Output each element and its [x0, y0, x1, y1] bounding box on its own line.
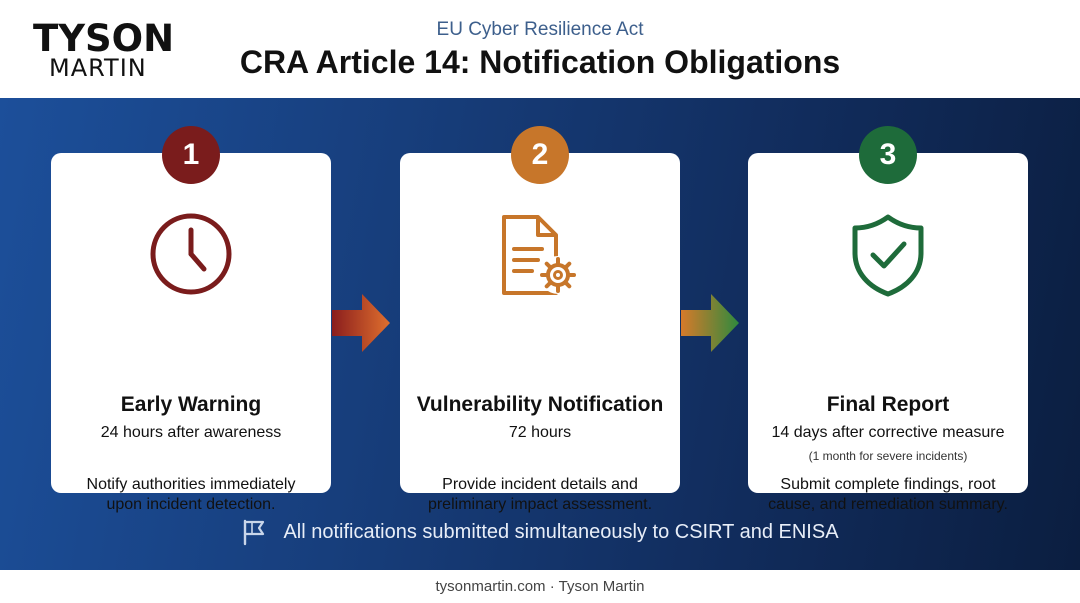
logo-line-2: MARTIN: [49, 54, 147, 82]
step-badge-3: 3: [859, 126, 917, 184]
arrow-right-icon: [332, 292, 392, 354]
step-description: Submit complete findings, root cause, and remediation summary.: [768, 476, 1008, 513]
step-card-final-report: [748, 153, 1028, 513]
page-title: CRA Article 14: Notification Obligations: [239, 44, 841, 80]
flag-icon: [241, 518, 269, 546]
page-subtitle: EU Cyber Resilience Act: [436, 19, 644, 40]
step-note: (1 month for severe incidents): [808, 449, 968, 463]
document-gear-icon: [498, 213, 582, 299]
step-title: Vulnerability Notification: [416, 393, 664, 416]
clock-icon: [150, 213, 232, 295]
step-badge-1: 1: [162, 126, 220, 184]
notification-note-text: All notifications submitted simultaneously to CSIRT and ENISA: [283, 520, 839, 543]
bottom-bar: tysonmartin.com · Tyson Martin: [0, 570, 1080, 603]
step-description: Notify authorities immediately upon incident detection.: [86, 476, 296, 513]
step-timing: 72 hours: [508, 424, 572, 441]
step-badge-2: 2: [511, 126, 569, 184]
step-title: Final Report: [826, 393, 950, 416]
step-title: Early Warning: [120, 393, 262, 416]
shield-check-icon: [851, 213, 925, 297]
header: [0, 0, 1080, 98]
step-card-early-warning: [51, 153, 331, 513]
logo-line-1: TYSON: [33, 17, 175, 60]
step-description: Provide incident details and preliminary impact assessment.: [427, 476, 653, 513]
step-timing: 24 hours after awareness: [100, 424, 282, 441]
content-panel: [0, 98, 1080, 570]
step-card-vulnerability-notification: [400, 153, 680, 513]
notification-note: [0, 518, 1080, 551]
arrow-right-icon: [681, 292, 741, 354]
step-timing: 14 days after corrective measure: [771, 424, 1005, 441]
